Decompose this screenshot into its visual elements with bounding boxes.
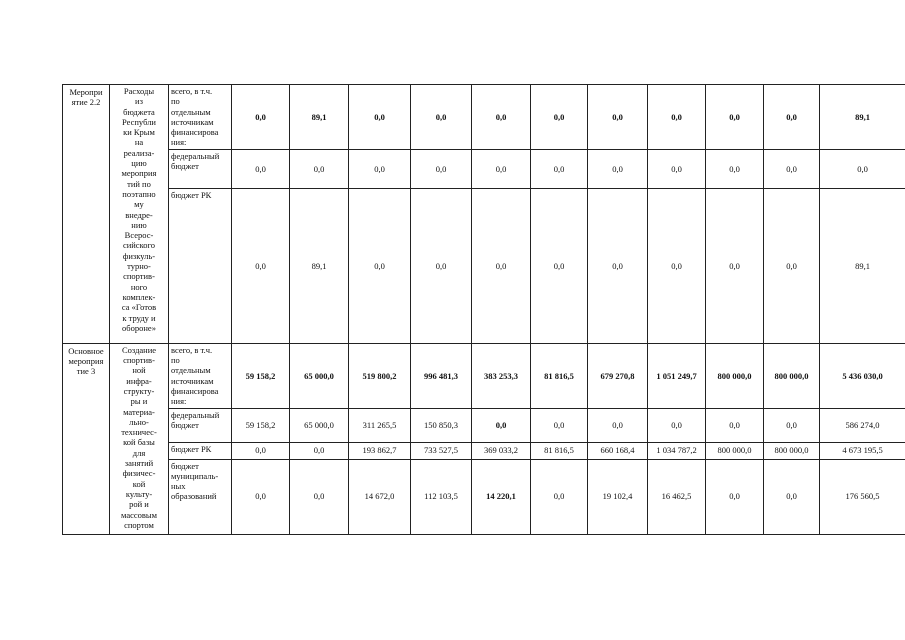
value-cell: 5 436 030,0 [820,343,905,408]
value-cell: 0,0 [764,85,820,150]
value-cell: 0,0 [290,459,349,534]
funding-source-cell [169,85,232,150]
value-cell: 0,0 [290,149,349,188]
value-cell: 0,0 [531,408,588,442]
value-cell: 800 000,0 [764,343,820,408]
activity-description: Расходы из бюджета Республи ки Крым на реализа- цию мероприя тий по поэтапно му внедре- нию Всерос- сийского физкуль- турно- спортив- ного комплек- са «Готов к труду и обороне» [121,86,157,333]
value-cell: 0,0 [290,442,349,459]
value-cell: 0,0 [588,408,648,442]
activity-description-cell [110,85,169,344]
value-cell: 0,0 [706,408,764,442]
value-cell: 14 672,0 [349,459,411,534]
value-cell: 0,0 [232,85,290,150]
funding-source-label: федеральный бюджет [171,150,220,172]
value-cell: 0,0 [706,85,764,150]
funding-source-label: бюджет РК [171,443,212,454]
value-cell: 0,0 [232,149,290,188]
value-cell: 16 462,5 [648,459,706,534]
value-cell: 0,0 [648,408,706,442]
value-cell: 14 220,1 [472,459,531,534]
funding-source-cell [169,149,232,188]
funding-source-label: всего, в т.ч. по отдельным источникам финансирова ния: [171,86,219,148]
value-cell: 800 000,0 [706,442,764,459]
value-cell: 800 000,0 [764,442,820,459]
value-cell: 0,0 [472,408,531,442]
value-cell: 0,0 [232,442,290,459]
funding-source-label: всего, в т.ч. по отдельным источникам финансирова ния: [171,344,219,407]
value-cell: 89,1 [820,188,905,343]
value-cell: 519 800,2 [349,343,411,408]
value-cell: 19 102,4 [588,459,648,534]
value-cell: 369 033,2 [472,442,531,459]
value-cell: 996 481,3 [411,343,472,408]
activity-description-cell [110,343,169,534]
value-cell: 81 816,5 [531,343,588,408]
activity-name-cell [63,343,110,534]
value-cell: 65 000,0 [290,343,349,408]
funding-source-cell [169,442,232,459]
funding-source-cell [169,459,232,534]
funding-source-label: бюджет РК [171,189,212,200]
activity-name-cell [63,85,110,344]
activity-name: Основное мероприя тие 3 [68,345,104,377]
value-cell: 0,0 [472,188,531,343]
funding-source-label: бюджет муниципаль- ных образований [171,460,219,502]
value-cell: 0,0 [820,149,905,188]
value-cell: 81 816,5 [531,442,588,459]
value-cell: 89,1 [290,188,349,343]
value-cell: 0,0 [472,85,531,150]
table-row [63,343,905,408]
value-cell: 0,0 [588,149,648,188]
value-cell: 0,0 [764,188,820,343]
table-row [63,188,905,343]
value-cell: 4 673 195,5 [820,442,905,459]
value-cell: 0,0 [531,459,588,534]
value-cell: 800 000,0 [706,343,764,408]
value-cell: 150 850,3 [411,408,472,442]
value-cell: 0,0 [411,85,472,150]
value-cell: 0,0 [764,459,820,534]
value-cell: 0,0 [764,149,820,188]
value-cell: 0,0 [531,85,588,150]
table-row [63,408,905,442]
value-cell: 660 168,4 [588,442,648,459]
value-cell: 0,0 [648,188,706,343]
funding-source-cell [169,343,232,408]
value-cell: 1 051 249,7 [648,343,706,408]
value-cell: 733 527,5 [411,442,472,459]
value-cell: 1 034 787,2 [648,442,706,459]
budget-table [62,84,905,535]
value-cell: 89,1 [290,85,349,150]
value-cell: 0,0 [648,85,706,150]
value-cell: 176 560,5 [820,459,905,534]
value-cell: 0,0 [349,149,411,188]
funding-source-cell [169,188,232,343]
value-cell: 0,0 [588,85,648,150]
funding-source-cell [169,408,232,442]
value-cell: 59 158,2 [232,408,290,442]
value-cell: 193 862,7 [349,442,411,459]
value-cell: 311 265,5 [349,408,411,442]
value-cell: 59 158,2 [232,343,290,408]
activity-description: Создание спортив- ной инфра- структу- ры и материа- льно- техничес- кой базы для занятий физичес- кой культу- рой и массовым спортом [121,344,157,530]
value-cell: 0,0 [531,149,588,188]
value-cell: 112 103,5 [411,459,472,534]
table-row [63,149,905,188]
value-cell: 0,0 [648,149,706,188]
table-row [63,85,905,150]
value-cell: 383 253,3 [472,343,531,408]
value-cell: 0,0 [349,188,411,343]
value-cell: 679 270,8 [588,343,648,408]
value-cell: 0,0 [531,188,588,343]
value-cell: 0,0 [706,188,764,343]
value-cell: 0,0 [411,149,472,188]
value-cell: 0,0 [349,85,411,150]
table-row [63,459,905,534]
value-cell: 0,0 [232,188,290,343]
value-cell: 0,0 [472,149,531,188]
funding-source-label: федеральный бюджет [171,409,220,430]
activity-name: Меропри ятие 2.2 [69,87,103,108]
value-cell: 0,0 [411,188,472,343]
value-cell: 0,0 [706,149,764,188]
value-cell: 586 274,0 [820,408,905,442]
value-cell: 0,0 [588,188,648,343]
value-cell: 65 000,0 [290,408,349,442]
value-cell: 89,1 [820,85,905,150]
value-cell: 0,0 [764,408,820,442]
table-row [63,442,905,459]
value-cell: 0,0 [232,459,290,534]
value-cell: 0,0 [706,459,764,534]
